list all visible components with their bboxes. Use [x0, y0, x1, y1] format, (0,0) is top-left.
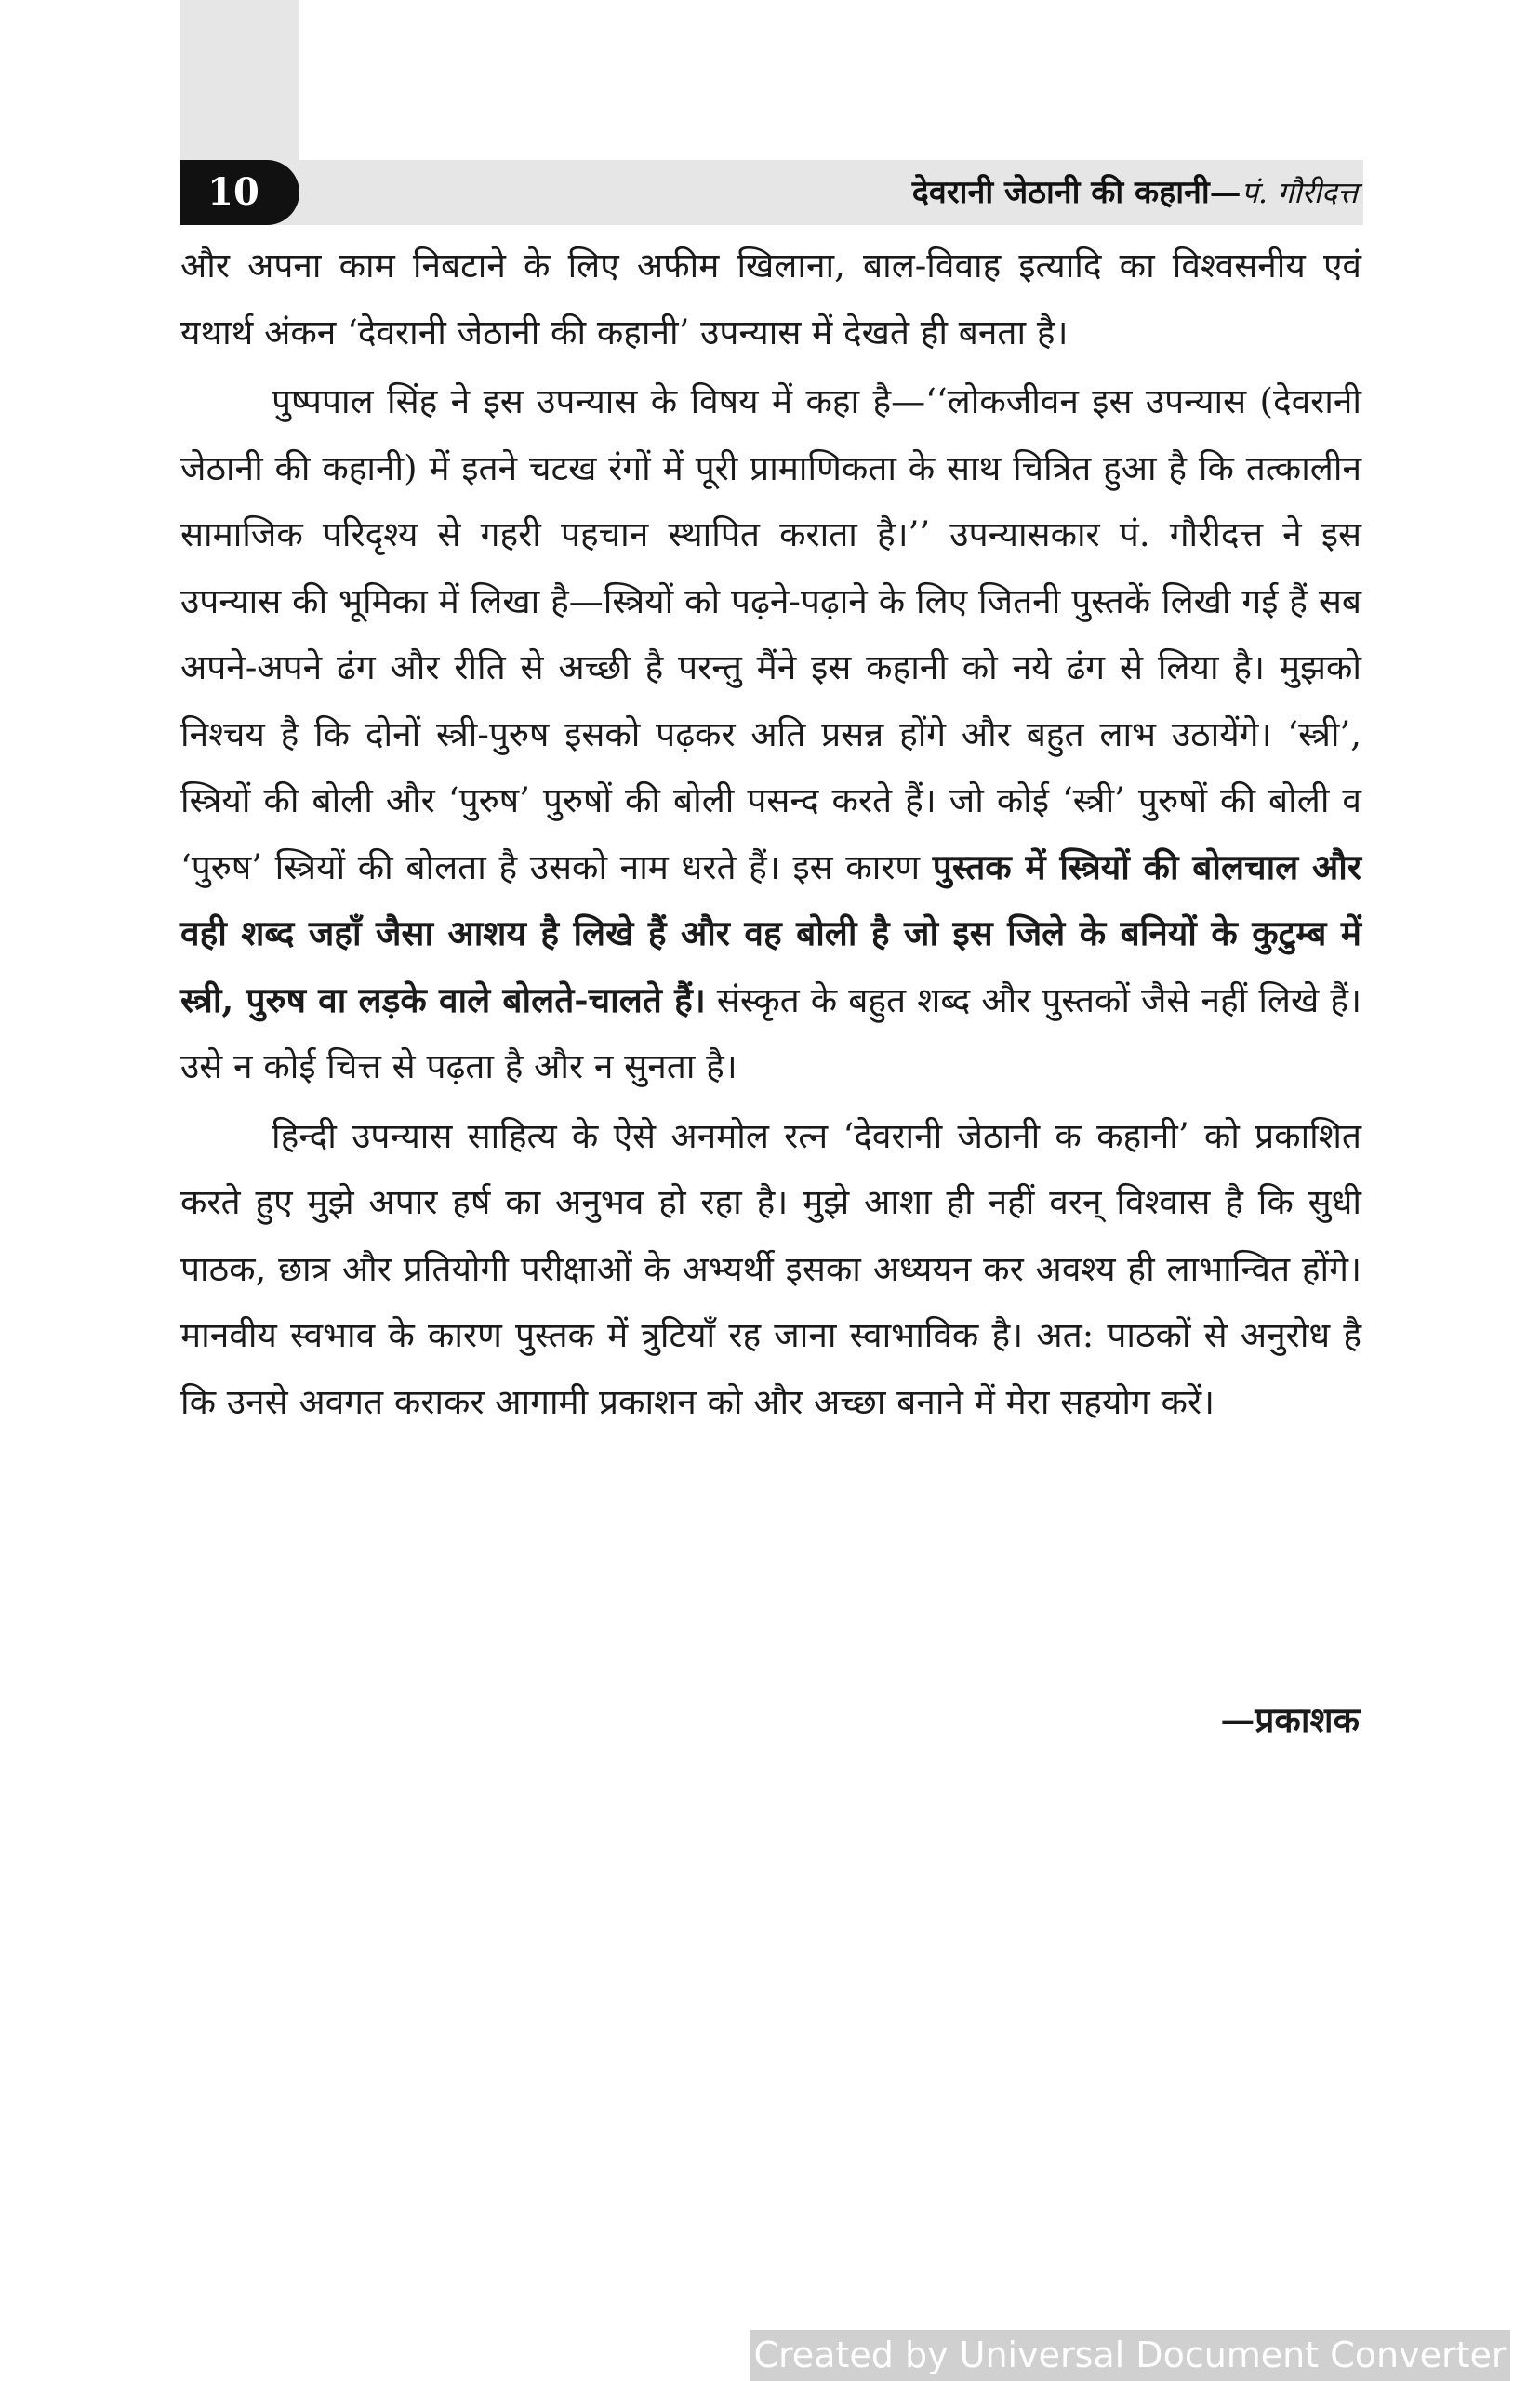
corner-tab [180, 0, 299, 160]
watermark: Created by Universal Document Converter [750, 2330, 1510, 2381]
author-name: पं. गौरीदत्त [1241, 175, 1358, 210]
page-number: 10 [180, 160, 299, 225]
publisher-signature: —प्रकाशक [1220, 1699, 1360, 1740]
body-text [180, 233, 1361, 1438]
book-title: देवरानी जेठानी की कहानी— [911, 174, 1241, 211]
paragraph-3: हिन्दी उपन्यास साहित्य के ऐसे अनमोल रत्न ‘देवरानी जेठानी क कहानी’ को प्रकाशित करते हुए मुझे अपार हर्ष का अनुभव हो रहा है। मुझे आशा ही नहीं वरन् विश्वास है कि सुधी पाठक, छात्र और प्रतियोगी परीक्षाओं के अभ्यर्थी इसका अध्ययन कर अवश्य ही लाभान्वित होंगे। मानवीय स्वभाव के कारण पुस्तक में त्रुटियाँ रह जाना स्वाभाविक है। अत: पाठकों से अनुरोध है कि उनसे अवगत कराकर आगामी प्रकाशन को और अच्छा बनाने में मेरा सहयोग करें। [180, 1115, 1361, 1422]
paragraph-2 [180, 368, 1361, 1100]
paragraph-2-bold: पुस्तक में स्त्रियों की बोलचाल और वही शब्द जहाँ जैसा आशय है लिखे हैं और वह बोली है जो इस जिले के बनियों के कुटुम्ब में स्त्री, पुरुष वा लड़के वाले बोलते-चालते हैं। [180, 845, 1361, 1020]
paragraph-2-end: संस्कृत के बहुत शब्द और पुस्तकों जैसे नहीं लिखे हैं। उसे न कोई चित्त से पढ़ता है और न सुनता है। [180, 979, 1361, 1086]
running-head [912, 160, 1358, 225]
paragraph-1: और अपना काम निबटाने के लिए अफीम खिलाना, बाल-विवाह इत्यादि का विश्वसनीय एवं यथार्थ अंकन ‘देवरानी जेठानी की कहानी’ उपन्यास में देखते ही बनता है। [180, 246, 1361, 352]
paragraph-2-start: पुष्पपाल सिंह ने इस उपन्यास के विषय में कहा है—‘‘लोकजीवन इस उपन्यास (देवरानी जेठानी की कहानी) में इतने चटख रंगों में पूरी प्रामाणिकता के साथ चित्रित हुआ है कि तत्कालीन सामाजिक परिदृश्य से गहरी पहचान स्थापित कराता है।’’ उपन्यासकार पं. गौरीदत्त ने इस उपन्यास की भूमिका में लिखा है—स्त्रियों को पढ़ने-पढ़ाने के लिए जितनी पुस्तकें लिखी गई हैं सब अपने-अपने ढंग और रीति से अच्छी है परन्तु मैंने इस कहानी को नये ढंग से लिया है। मुझको निश्चय है कि दोनों स्त्री-पुरुष इसको पढ़कर अति प्रसन्न होंगे और बहुत लाभ उठायेंगे। ‘स्त्री’, स्त्रियों की बोली और ‘पुरुष’ पुरुषों की बोली पसन्द करते हैं। जो कोई ‘स्त्री’ पुरुषों की बोली व ‘पुरुष’ स्त्रियों की बोलता है उसको नाम धरते हैं। इस कारण [180, 381, 1361, 887]
